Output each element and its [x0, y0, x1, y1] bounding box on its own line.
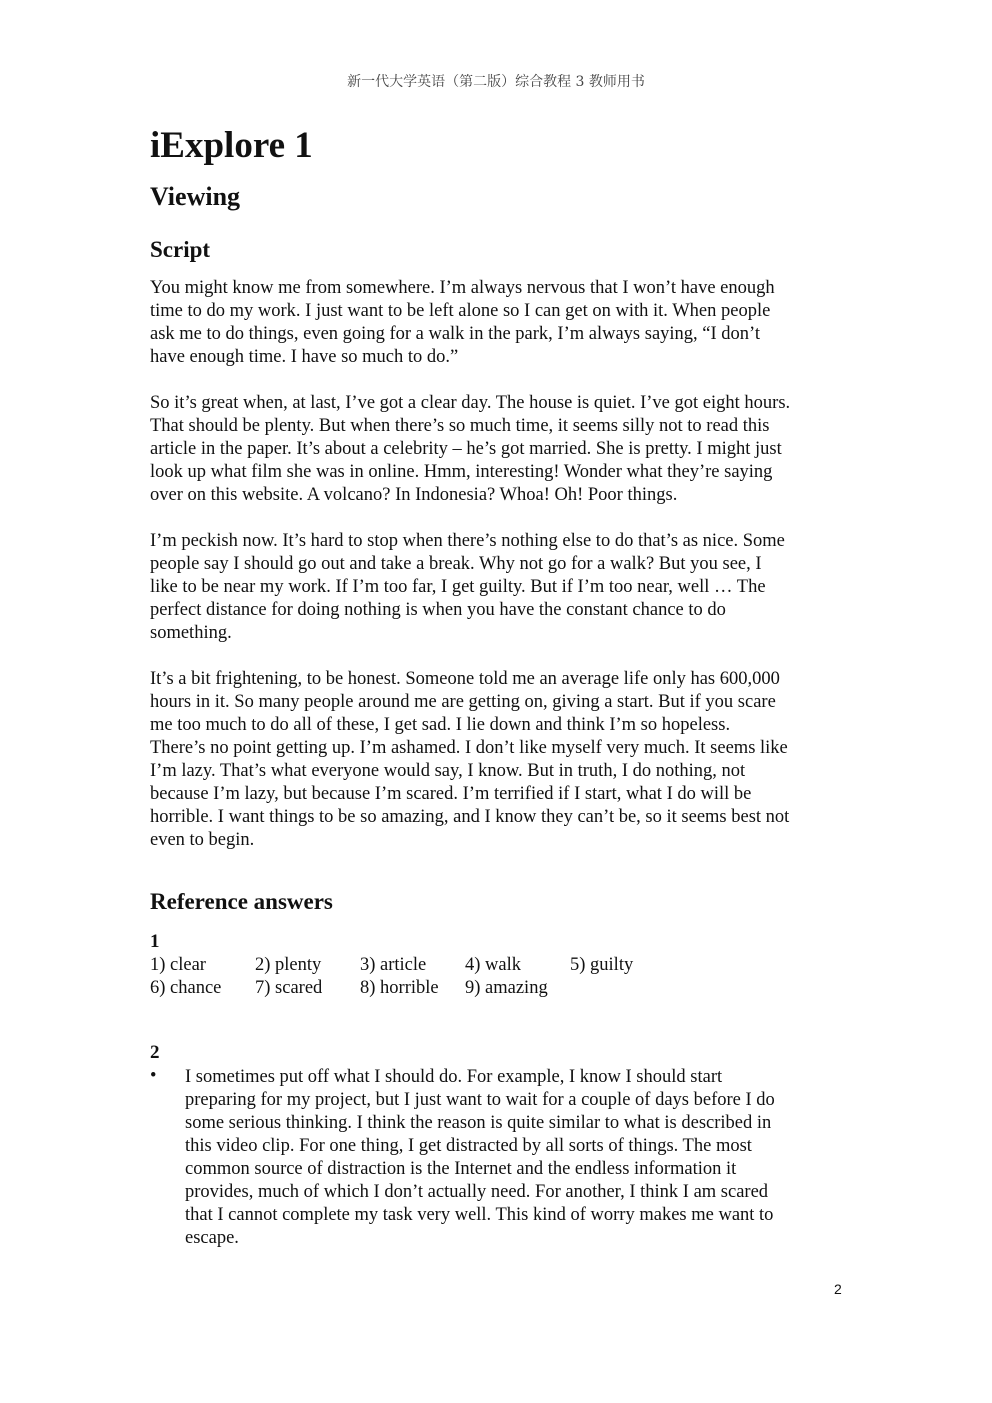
text-line: have enough time. I have so much to do.” — [150, 347, 459, 367]
paragraph — [150, 668, 789, 852]
question-number: 1 — [150, 931, 160, 952]
text-line: hours in it. So many people around me are getting on, giving a start. But if you scare — [150, 692, 776, 712]
answer: 4) walk — [465, 955, 521, 975]
text-line: even to begin. — [150, 830, 255, 850]
text-line: provides, much of which I don’t actually need. For another, I think I am scared — [185, 1182, 769, 1202]
bullet-icon: • — [150, 1066, 157, 1086]
answer: 3) article — [360, 955, 427, 975]
answer: 5) guilty — [570, 955, 634, 975]
text-line: over on this website. A volcano? In Indonesia? Whoa! Oh! Poor things. — [150, 485, 678, 505]
answer: 6) chance — [150, 978, 222, 998]
text-line: It’s a bit frightening, to be honest. Someone told me an average life only has 600,000 — [150, 669, 780, 689]
answer: 7) scared — [255, 978, 323, 998]
text-line: I’m lazy. That’s what everyone would say, I know. But in truth, I do nothing, not — [150, 761, 746, 781]
answer: 9) amazing — [465, 978, 548, 998]
answer-paragraph — [185, 1066, 775, 1250]
text-line: people say I should go out and take a break. Why not go for a walk? But you see, I — [150, 554, 762, 574]
question-number: 2 — [150, 1042, 160, 1063]
text-line: that I cannot complete my task very well. This kind of worry makes me want to — [185, 1205, 774, 1225]
answer: 8) horrible — [360, 978, 439, 998]
text-line: because I’m lazy, but because I’m scared. I’m terrified if I start, what I do will be — [150, 784, 752, 804]
text-line: I’m peckish now. It’s hard to stop when there’s nothing else to do that’s as nice. Some — [150, 531, 785, 551]
text-line: perfect distance for doing nothing is when you have the constant chance to do — [150, 600, 726, 620]
text-line: something. — [150, 623, 232, 643]
text-line: common source of distraction is the Internet and the endless information it — [185, 1159, 737, 1179]
text-line: like to be near my work. If I’m too far, I get guilty. But if I’m too near, well … The — [150, 577, 766, 597]
paragraph — [150, 277, 775, 369]
text-line: horrible. I want things to be so amazing, and I know they can’t be, so it seems best not — [150, 807, 790, 827]
text-line: this video clip. For one thing, I get distracted by all sorts of things. The most — [185, 1136, 752, 1156]
text-line: There’s no point getting up. I’m ashamed. I don’t like myself very much. It seems like — [150, 738, 788, 758]
text-line: some serious thinking. I think the reason is quite similar to what is described in — [185, 1113, 772, 1133]
text-line: me too much to do all of these, I get sad. I lie down and think I’m so hopeless. — [150, 715, 731, 735]
text-line: ask me to do things, even going for a walk in the park, I’m always saying, “I don’t — [150, 324, 761, 344]
text-line: look up what film she was in online. Hmm, interesting! Wonder what they’re saying — [150, 462, 773, 482]
script-heading: Script — [150, 237, 211, 262]
answer: 2) plenty — [255, 955, 322, 975]
page-title: iExplore 1 — [150, 125, 313, 166]
text-line: You might know me from somewhere. I’m always nervous that I won’t have enough — [150, 278, 775, 298]
paragraph — [150, 392, 790, 507]
page-number: 2 — [834, 1281, 842, 1297]
paragraph — [150, 530, 785, 645]
section-title: Viewing — [150, 182, 241, 211]
text-line: preparing for my project, but I just want to wait for a couple of days before I do — [185, 1090, 775, 1110]
text-line: article in the paper. It’s about a celebrity – he’s got married. She is pretty. I might just — [150, 439, 782, 459]
reference-heading: Reference answers — [150, 889, 333, 914]
text-line: I sometimes put off what I should do. For example, I know I should start — [185, 1067, 723, 1087]
running-header: 新一代大学英语（第二版）综合教程 3 教师用书 — [347, 74, 645, 90]
text-line: time to do my work. I just want to be left alone so I can get on with it. When people — [150, 301, 771, 321]
text-line: So it’s great when, at last, I’ve got a clear day. The house is quiet. I’ve got eight hours. — [150, 393, 791, 413]
answer: 1) clear — [150, 955, 206, 975]
text-line: escape. — [185, 1228, 239, 1248]
text-line: That should be plenty. But when there’s so much time, it seems silly not to read this — [150, 416, 770, 436]
